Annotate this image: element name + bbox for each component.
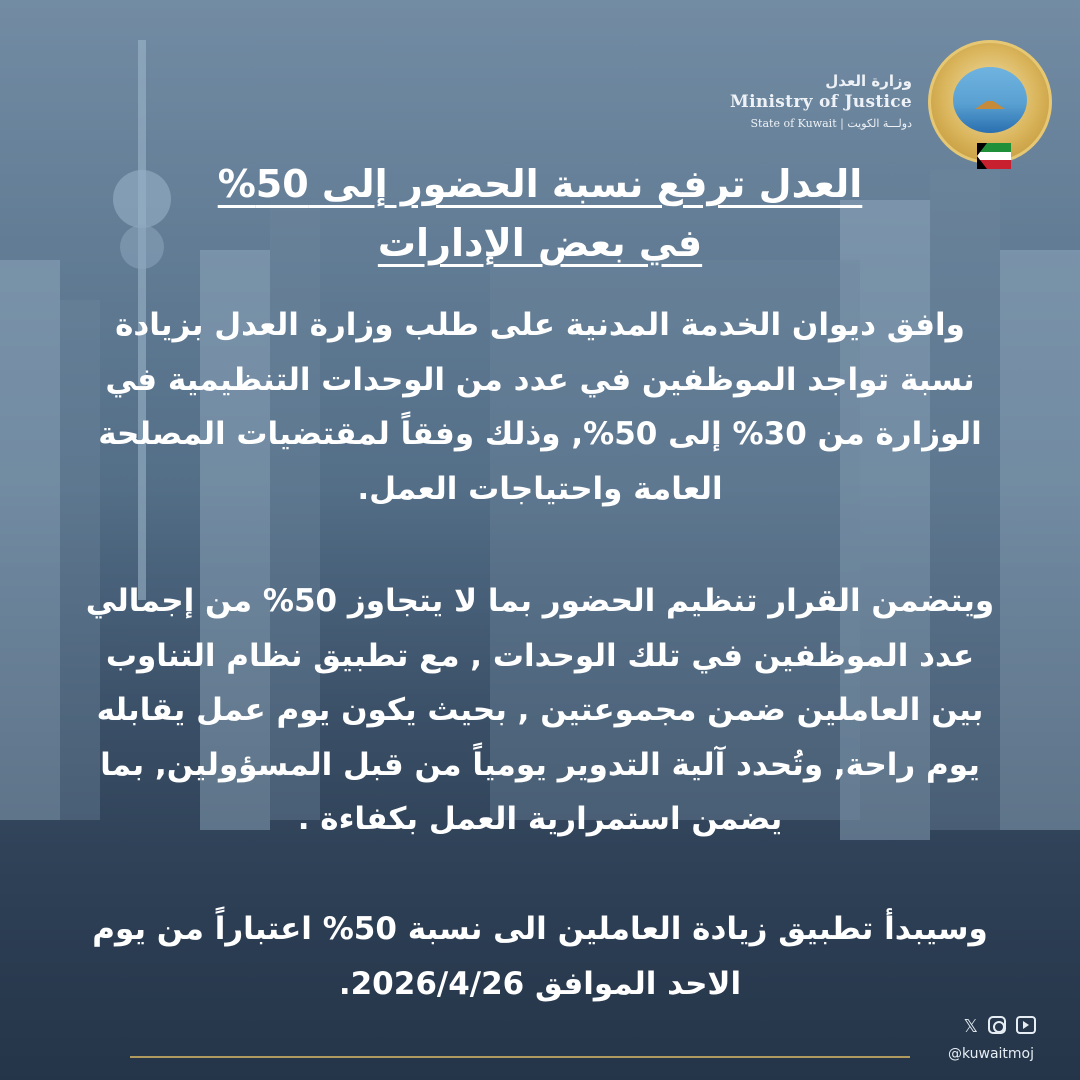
state-separator: | (840, 116, 844, 130)
paragraph-line: الوزارة من 30% إلى 50%, وذلك وفقاً لمقتضيات المصلحة (98, 416, 982, 453)
ministry-wordmark (730, 72, 912, 133)
instagram-icon[interactable] (988, 1016, 1006, 1034)
paragraph-line: الاحد الموافق 2026/4/26. (338, 965, 742, 1002)
paragraph-line: ويتضمن القرار تنظيم الحضور بما لا يتجاوز 50% من إجمالي (85, 583, 995, 619)
social-handle: @kuwaitmoj (947, 1046, 1034, 1062)
emblem-dhow (975, 79, 1005, 109)
state-name-en: State of Kuwait (750, 116, 837, 130)
paragraph-line: وافق ديوان الخدمة المدنية على طلب وزارة العدل بزيادة (115, 307, 965, 343)
headline (150, 155, 930, 273)
footer-divider (130, 1056, 910, 1058)
kuwait-flag-icon (977, 143, 1011, 169)
headline-line: في بعض الإدارات (377, 220, 703, 265)
paragraph-line: نسبة تواجد الموظفين في عدد من الوحدات التنظيمية في (105, 361, 975, 398)
header (730, 40, 1052, 164)
headline-line: العدل ترفع نسبة الحضور إلى 50% (217, 162, 863, 206)
youtube-icon[interactable] (1016, 1016, 1036, 1034)
paragraph-line: يوم راحة, وتُحدد آلية التدوير يومياً من قبل المسؤولين, بما (100, 746, 980, 783)
ministry-name-en: Ministry of Justice (730, 92, 912, 113)
ministry-name-ar: وزارة العدل (825, 71, 912, 90)
paragraph-line: عدد الموظفين في تلك الوحدات , مع تطبيق نظام التناوب (105, 637, 975, 674)
x-icon[interactable]: 𝕏 (963, 1016, 978, 1037)
paragraph-approval (48, 298, 1032, 516)
paragraph-line: وسيبدأ تطبيق زيادة العاملين الى نسبة 50% اعتباراً من يوم (92, 911, 988, 947)
social-links (963, 1016, 1036, 1037)
paragraph-start-date (48, 902, 1032, 1011)
kuwait-emblem-icon (928, 40, 1052, 164)
paragraph-rotation (48, 574, 1032, 847)
paragraph-line: العامة واحتياجات العمل. (357, 470, 723, 507)
state-name-ar: دولـــة الكويت (847, 116, 912, 130)
paragraph-line: يضمن استمرارية العمل بكفاءة . (297, 801, 783, 838)
paragraph-line: بين العاملين ضمن مجموعتين , بحيث يكون يوم عمل يقابله (96, 692, 984, 729)
state-line (730, 115, 912, 133)
